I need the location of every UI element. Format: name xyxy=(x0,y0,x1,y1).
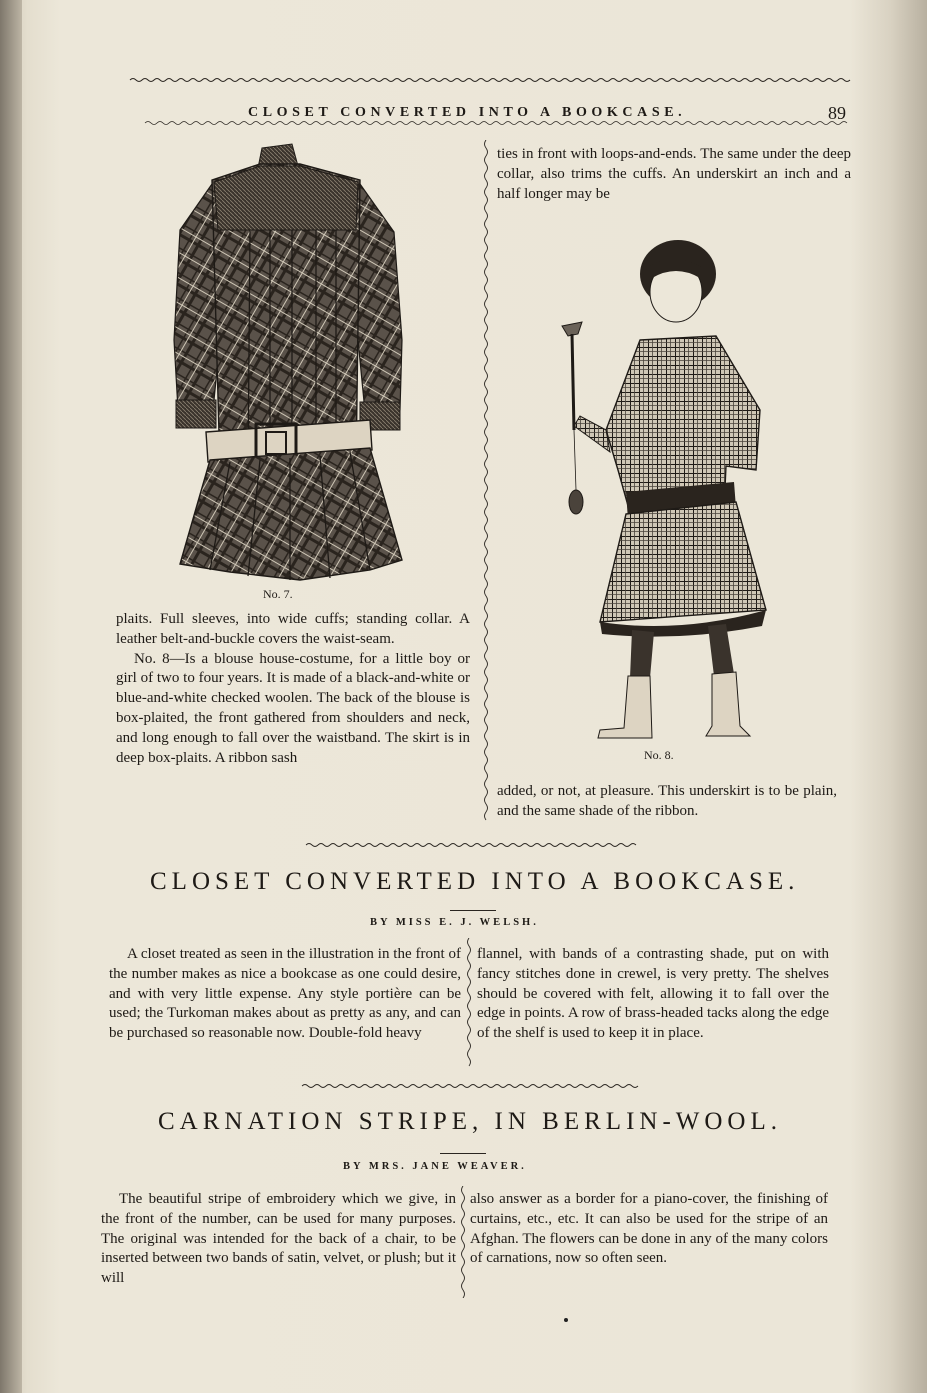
page-number: 89 xyxy=(828,103,846,123)
article-1-title: CLOSET CONVERTED INTO A BOOKCASE. xyxy=(150,868,800,895)
article-1-separator xyxy=(306,842,638,848)
top-wavy-rule xyxy=(130,76,850,84)
article-2-left-column xyxy=(101,1190,456,1289)
running-head-title: CLOSET CONVERTED INTO A BOOKCASE. xyxy=(248,105,687,120)
column-divider-top xyxy=(481,140,491,822)
article-2-byline-rule xyxy=(440,1153,486,1154)
article-1-right-paragraph: flannel, with bands of a contrasting shade, put on with fancy stitches done in crewel, is very pretty. The shelves should be covered with felt, allowing it to fall over the edge in points. A row of brass-headed tacks along the edge of the shelf is used to keep it in place. xyxy=(477,946,829,1042)
printer-dot xyxy=(564,1318,568,1322)
left-column-paragraph-2: No. 8—Is a blouse house-costume, for a little boy or girl of two to four years. It is made of a black-and-white or blue-and-white checked woolen. The back of the blouse is box-plaited, the front gathered from shoulders and neck, and long enough to fall over the waistband. The skirt is in deep box-plaits. A ribbon sash xyxy=(116,650,470,766)
figure-7-dress-illustration xyxy=(170,140,445,585)
figure-8-child-illustration xyxy=(540,230,790,740)
article-2-byline: BY MRS. JANE WEAVER. xyxy=(343,1161,527,1172)
article-1-left-paragraph: A closet treated as seen in the illustration in the front of the number makes as nice a bookcase as one could desire, and with very little expense. Any style portière can be used; the Turkoman makes about as pretty as any, and can be purchased so reasonable now. Double-fold heavy xyxy=(109,946,461,1042)
right-column-mid-paragraph: added, or not, at pleasure. This underskirt is to be plain, and the same shade of the ribbon. xyxy=(497,783,837,819)
book-gutter xyxy=(0,0,22,1393)
right-column-top-paragraph: ties in front with loops-and-ends. The same under the deep collar, also trims the cuffs. An underskirt an inch and a half longer may be xyxy=(497,146,851,202)
article-1-byline: BY MISS E. J. WELSH. xyxy=(370,917,539,928)
article-2-title: CARNATION STRIPE, IN BERLIN-WOOL. xyxy=(158,1108,782,1135)
right-column-mid-text xyxy=(497,782,837,822)
figure-7-caption: No. 7. xyxy=(263,587,293,601)
left-column-mid-text xyxy=(116,610,470,768)
running-head-underline xyxy=(145,120,850,126)
article-1-left-column xyxy=(109,945,461,1044)
article-2-right-column xyxy=(470,1190,828,1269)
left-column-paragraph-1: plaits. Full sleeves, into wide cuffs; standing collar. A leather belt-and-buckle covers the waist-seam. xyxy=(116,611,470,647)
article-2-left-paragraph: The beautiful stripe of embroidery which we give, in the front of the number, can be used for many purposes. The original was intended for the back of a chair, to be inserted between two bands of satin, velvet, or plush; but it will xyxy=(101,1191,456,1287)
article-2-column-divider xyxy=(458,1186,468,1298)
article-1-right-column xyxy=(477,945,829,1044)
article-2-separator xyxy=(302,1083,642,1089)
article-2-right-paragraph: also answer as a border for a piano-cover, the finishing of curtains, etc., etc. It can also be used for the stripe of an Afghan. The flowers can be done in any of the many colors of carnations, now so often seen. xyxy=(470,1191,828,1267)
article-1-column-divider xyxy=(464,938,474,1068)
figure-8-caption: No. 8. xyxy=(644,748,674,762)
article-1-byline-rule xyxy=(450,910,496,911)
right-column-top-text xyxy=(497,145,851,204)
